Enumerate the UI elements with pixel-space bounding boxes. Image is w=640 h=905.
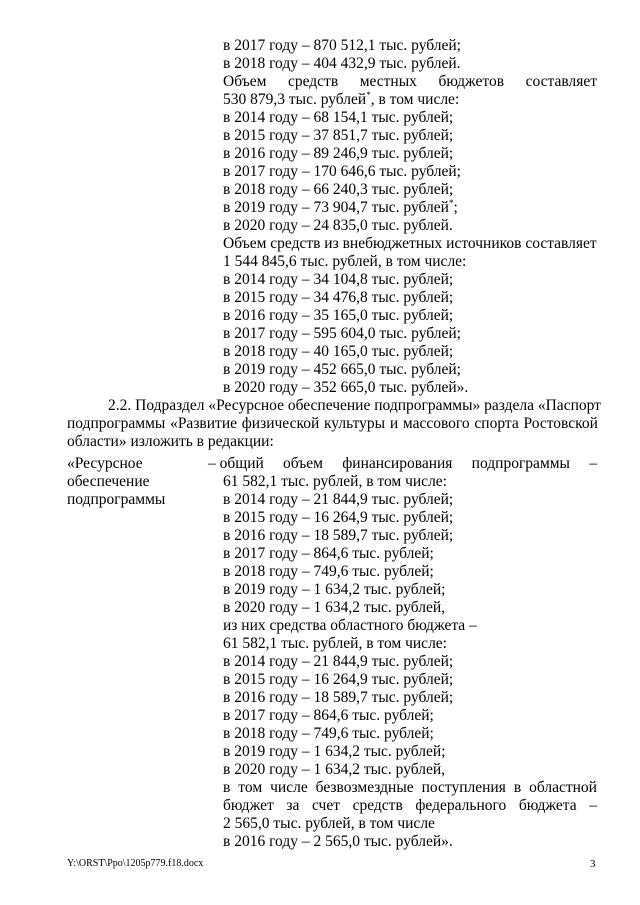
word: поступления (421, 779, 506, 796)
regional-total: 61 582,1 тыс. рублей, в том числе: (223, 635, 447, 652)
year-tail: ; (453, 199, 458, 216)
local-year-line: в 2016 году – 89 246,9 тыс. рублей; (223, 145, 454, 162)
text-line: в 2018 году – 404 432,9 тыс. рублей. (223, 55, 461, 72)
word: «Развитие (170, 415, 237, 432)
resource-first-line (208, 455, 597, 473)
word: – (589, 797, 597, 814)
word: в (223, 779, 231, 796)
word: и (389, 415, 399, 432)
word: – общий (208, 455, 264, 472)
local-year-line-2019 (223, 199, 458, 217)
word: Объем (223, 73, 267, 90)
extra-year-line: в 2018 году – 40 165,0 тыс. рублей; (223, 343, 454, 360)
resource-year-line: в 2017 году – 864,6 тыс. рублей; (223, 545, 434, 562)
word: бюджет (223, 797, 274, 814)
resource-year-line: в 2019 году – 1 634,2 тыс. рублей; (223, 581, 446, 598)
text-line: в 2017 году – 870 512,1 тыс. рублей; (223, 37, 461, 54)
local-year-line: в 2018 году – 66 240,3 тыс. рублей; (223, 181, 454, 198)
word: в (513, 779, 522, 796)
paragraph-2-2-line1: 2.2. Подраздел «Ресурсное обеспечение подпрограммы» раздела «Паспорт (108, 397, 601, 414)
paragraph-2-2-line2 (67, 415, 598, 433)
word: бюджета (518, 797, 577, 814)
federal-line-2 (223, 797, 597, 815)
word: средств (287, 73, 339, 90)
resource-label-line: «Ресурсное (67, 455, 143, 472)
resource-label-line: подпрограммы (67, 491, 166, 508)
local-year-line: в 2017 году – 170 646,6 тыс. рублей; (223, 163, 461, 180)
footnote-mark: * (448, 197, 454, 208)
regional-year-line: в 2019 году – 1 634,2 тыс. рублей; (223, 743, 446, 760)
extra-year-line: в 2019 году – 452 665,0 тыс. рублей; (223, 361, 461, 378)
extra-year-line: в 2017 году – 595 604,0 тыс. рублей; (223, 325, 461, 342)
word: счет (311, 797, 340, 814)
word: объем (283, 455, 323, 472)
extra-year-line: в 2014 году – 34 104,8 тыс. рублей; (223, 271, 454, 288)
year-text: в 2019 году – 73 904,7 тыс. рублей (223, 199, 449, 216)
word: бюджетов (438, 73, 505, 90)
extra-year-line: в 2016 году – 35 165,0 тыс. рублей; (223, 307, 454, 324)
local-year-line: в 2015 году – 37 851,7 тыс. рублей; (223, 127, 454, 144)
resource-year-line: в 2016 году – 18 589,7 тыс. рублей; (223, 527, 454, 544)
word: подпрограммы (67, 415, 166, 432)
footnote-mark: * (366, 89, 371, 100)
page-number: 3 (590, 858, 596, 870)
total-tail: , в том числе: (370, 91, 460, 108)
word: физической (241, 415, 320, 432)
regional-year-line: в 2018 году – 749,6 тыс. рублей; (223, 725, 434, 742)
federal-line-3: 2 565,0 тыс. рублей, в том числе (223, 815, 435, 832)
total-amount: 530 879,3 тыс. рублей (223, 91, 367, 108)
local-budget-total (223, 91, 459, 109)
resource-year-line: в 2015 году – 16 264,9 тыс. рублей; (223, 509, 454, 526)
extra-year-line: в 2020 году – 352 665,0 тыс. рублей». (223, 379, 469, 396)
regional-year-line: в 2014 году – 21 844,9 тыс. рублей; (223, 653, 454, 670)
regional-heading: из них средства областного бюджета – (223, 617, 477, 634)
word: составляет (525, 73, 597, 90)
local-budget-heading (223, 73, 597, 91)
paragraph-2-2-line3: области» изложить в редакции: (67, 433, 274, 450)
footer-file-path: Y:\ORST\Ppo\1205p779.f18.docx (67, 858, 204, 869)
extra-year-line: в 2015 году – 34 476,8 тыс. рублей; (223, 289, 454, 306)
word: массового (402, 415, 470, 432)
resource-total: 61 582,1 тыс. рублей, в том числе: (223, 473, 447, 490)
word: финансирования (342, 455, 453, 472)
word: – (589, 455, 597, 472)
extra-budget-total: 1 544 845,6 тыс. рублей, в том числе: (223, 253, 467, 270)
word: за (286, 797, 300, 814)
word: культуры (324, 415, 386, 432)
word: спорта (474, 415, 519, 432)
regional-year-line: в 2020 году – 1 634,2 тыс. рублей, (223, 761, 446, 778)
regional-year-line: в 2016 году – 18 589,7 тыс. рублей; (223, 689, 454, 706)
regional-year-line: в 2015 году – 16 264,9 тыс. рублей; (223, 671, 454, 688)
word: подпрограммы (471, 455, 570, 472)
word: безвозмездные (315, 779, 414, 796)
word: том (238, 779, 263, 796)
word: областной (529, 779, 597, 796)
local-year-line: в 2020 году – 24 835,0 тыс. рублей. (223, 217, 453, 234)
local-year-line: в 2014 году – 68 154,1 тыс. рублей; (223, 109, 454, 126)
resource-label-line: обеспечение (67, 473, 150, 490)
regional-year-line: в 2017 году – 864,6 тыс. рублей; (223, 707, 434, 724)
word: числе (270, 779, 308, 796)
federal-line-4: в 2016 году – 2 565,0 тыс. рублей». (223, 833, 453, 850)
word: Ростовской (523, 415, 598, 432)
word: местных (359, 73, 417, 90)
resource-year-line: в 2020 году – 1 634,2 тыс. рублей, (223, 599, 446, 616)
resource-year-line: в 2018 году – 749,6 тыс. рублей; (223, 563, 434, 580)
resource-year-line: в 2014 году – 21 844,9 тыс. рублей; (223, 491, 454, 508)
word: федерального (415, 797, 507, 814)
extra-budget-heading: Объем средств из внебюджетных источников составляет (223, 235, 597, 252)
word: средств (352, 797, 403, 814)
federal-line-1 (223, 779, 597, 797)
